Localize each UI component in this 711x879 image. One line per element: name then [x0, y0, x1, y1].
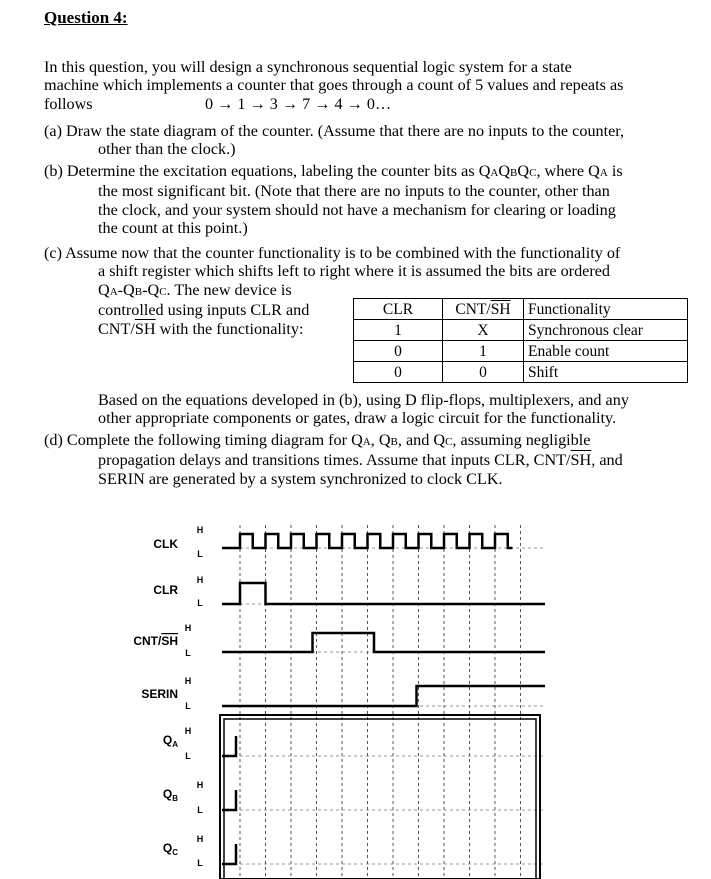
part-b-line-4: the count at this point.) — [98, 219, 248, 238]
header-clr: CLR — [354, 299, 443, 320]
part-c-after-2: other appropriate components or gates, draw a logic circuit for the functionality. — [98, 409, 617, 428]
level-high-label: H — [184, 676, 192, 686]
part-d — [44, 431, 694, 488]
signal-label: CLK — [153, 537, 178, 551]
table-header-row — [354, 299, 688, 320]
timing-diagram — [0, 500, 711, 879]
cnt-sh-wave — [222, 633, 545, 652]
part-d-line-3: SERIN are generated by a system synchronized to clock CLK. — [98, 469, 503, 488]
part-b-line-3: the clock, and your system should not have a mechanism for clearing or loading — [98, 200, 616, 219]
level-low-label: L — [197, 598, 203, 608]
timing-labels — [133, 525, 203, 868]
level-low-label: L — [185, 751, 191, 761]
signal-label: $Q_A$ — [162, 733, 178, 749]
header-cnt-sh: CNT/$\overline{SH}$ — [443, 299, 524, 320]
signal-label: CLR — [153, 583, 178, 597]
part-b — [44, 162, 694, 238]
part-c-line-4: controlled using inputs CLR and — [98, 301, 310, 320]
level-high-label: H — [184, 623, 192, 633]
part-c-line-2: a shift register which shifts left to right where it is assumed the bits are ordered — [98, 262, 611, 281]
level-high-label: H — [196, 525, 204, 535]
level-low-label: L — [197, 805, 203, 815]
part-c-line-3: QA-QB-QC. The new device is — [98, 280, 292, 299]
clk-wave — [222, 534, 513, 548]
timing-gridlines — [222, 525, 545, 879]
table-row: 0 0 Shift — [354, 362, 688, 383]
intro-line-3 — [44, 95, 694, 113]
answer-box-outer — [220, 715, 540, 879]
level-low-label: L — [197, 858, 203, 868]
level-low-label: L — [197, 549, 203, 559]
level-low-label: L — [185, 701, 191, 711]
part-d-line-1: (d) Complete the following timing diagram for QA, QB, and QC, assuming negligible — [44, 431, 591, 449]
count-sequence: 0 → 1 → 3 → 7 → 4 → 0… — [205, 94, 392, 113]
part-c-line-5: CNT/$\overline{SH}$ with the functionality: — [98, 319, 304, 338]
part-c-after-1: Based on the equations developed in (b), using D flip-flops, multiplexers, and any — [98, 391, 629, 409]
level-high-label: H — [196, 575, 204, 585]
signal-label: CNT/SH — [133, 634, 178, 648]
signal-label: $Q_C$ — [162, 841, 178, 857]
part-b-line-1: (b) Determine the excitation equations, labeling the counter bits as QAQBQC, where QA is — [44, 162, 623, 180]
header-functionality: Functionality — [524, 299, 688, 320]
part-a-line-1: (a) Draw the state diagram of the counter. (Assume that there are no inputs to the counter, — [44, 122, 625, 140]
serin-wave — [222, 686, 545, 706]
part-a — [44, 122, 694, 159]
part-c-continued — [44, 391, 694, 428]
intro-line-1: In this question, you will design a synchronous sequential logic system for a state — [44, 58, 572, 76]
question-title: Question 4: — [44, 8, 128, 27]
table-row: 0 1 Enable count — [354, 341, 688, 362]
answer-box-inner — [224, 719, 536, 879]
table-row: 1 X Synchronous clear — [354, 320, 688, 341]
part-c-line-1: (c) Assume now that the counter functionality is to be combined with the functionality of — [44, 244, 621, 262]
intro-follows: follows — [44, 94, 93, 113]
level-low-label: L — [185, 648, 191, 658]
timing-waveforms — [222, 534, 545, 864]
clr-wave — [222, 583, 545, 604]
level-high-label: H — [184, 726, 192, 736]
intro-line-2: machine which implements a counter that goes through a count of 5 values and repeats as — [44, 76, 624, 95]
signal-label: SERIN — [141, 687, 178, 701]
functionality-table — [353, 298, 688, 383]
level-high-label: H — [196, 834, 204, 844]
part-a-line-2: other than the clock.) — [98, 140, 236, 159]
intro-paragraph — [44, 58, 694, 113]
level-high-label: H — [196, 780, 204, 790]
part-b-line-2: the most significant bit. (Note that there are no inputs to the counter, other than — [98, 182, 610, 201]
signal-label: $Q_B$ — [162, 787, 178, 803]
part-d-line-2: propagation delays and transitions times. Assume that inputs CLR, CNT/$\overline{SH}$, and — [98, 451, 623, 470]
